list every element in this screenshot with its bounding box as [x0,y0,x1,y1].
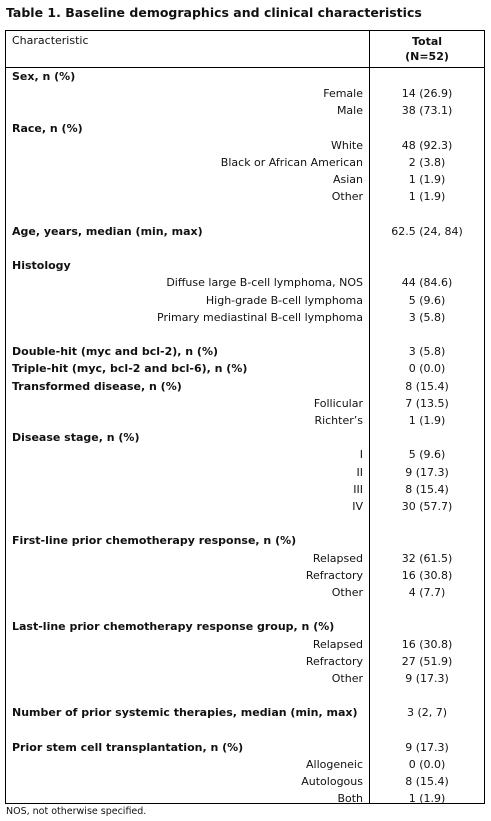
row-label: Histology [12,259,71,273]
row-label: Last-line prior chemotherapy response group, n (%) [12,620,335,634]
row-label: III [353,482,363,496]
category-row [6,121,484,138]
row-label: Other [331,672,363,685]
row-value: 8 (15.4) [405,775,449,789]
spacer-row [6,207,484,224]
row-value: 3 (5.8) [408,310,446,324]
row-label: Race, n (%) [12,121,83,135]
row-value: 1 (1.9) [408,792,446,806]
header-total-n: (N=52) [405,50,449,63]
row-value: 5 (9.6) [408,293,446,307]
row-label: Transformed disease, n (%) [12,379,182,393]
demographics-table [5,30,485,804]
row-value: 1 (1.9) [408,414,446,427]
row-label: I [359,448,363,462]
row-label: Primary mediastinal B-cell lymphoma [157,310,363,324]
row-label: White [331,138,363,152]
row-value: 8 (15.4) [405,482,449,496]
row-value: 8 (15.4) [405,379,449,393]
subcategory-row [6,293,484,310]
subcategory-row [6,189,484,206]
category-row [6,258,484,275]
category-row [6,69,484,86]
row-value: 62.5 (24, 84) [391,224,463,238]
table-title: Table 1. Baseline demographics and clinical characteristics [6,5,422,20]
subcategory-row [6,654,484,671]
row-value: 1 (1.9) [408,173,446,187]
subcategory-row [6,551,484,568]
subcategory-row [6,275,484,292]
row-label: Age, years, median (min, max) [12,224,203,238]
row-label: Male [336,104,363,118]
subcategory-row [6,155,484,172]
row-value: 32 (61.5) [401,551,453,565]
spacer-row [6,516,484,533]
category-row [6,344,484,361]
footnote: NOS, not otherwise specified. [6,806,147,817]
row-label: Number of prior systemic therapies, median (min, max) [12,706,358,720]
row-value: 9 (17.3) [405,740,449,754]
category-row [6,740,484,757]
category-row [6,705,484,722]
row-value: 38 (73.1) [401,104,453,118]
subcategory-row [6,774,484,791]
subcategory-row [6,499,484,516]
spacer-row [6,241,484,258]
row-value: 0 (0.0) [408,758,446,771]
spacer-row [6,688,484,705]
row-label: Asian [332,173,363,187]
row-label: Sex, n (%) [12,70,76,83]
row-label: Relapsed [312,637,363,651]
subcategory-row [6,103,484,120]
row-label: First-line prior chemotherapy response, n (%) [12,534,297,548]
row-label: Refractory [305,654,363,668]
row-label: IV [352,500,363,513]
subcategory-row [6,585,484,602]
category-row [6,361,484,378]
row-value: 9 (17.3) [405,672,449,685]
row-value: 14 (26.9) [401,87,453,101]
row-label: Black or African American [220,156,363,169]
subcategory-row [6,396,484,413]
row-value: 2 (3.8) [408,156,446,169]
header-divider [6,67,484,68]
subcategory-row [6,465,484,482]
subcategory-row [6,310,484,327]
row-label: Prior stem cell transplantation, n (%) [12,740,244,754]
row-label: Other [331,586,363,599]
category-row [6,533,484,550]
row-label: Allogeneic [306,758,363,771]
subcategory-row [6,568,484,585]
row-label: Follicular [313,396,363,410]
row-label: High-grade B-cell lymphoma [205,293,363,307]
spacer-row [6,723,484,740]
row-label: Refractory [305,568,363,582]
subcategory-row [6,138,484,155]
category-row [6,430,484,447]
row-label: Triple-hit (myc, bcl-2 and bcl-6), n (%) [12,362,248,376]
row-label: Disease stage, n (%) [12,431,140,445]
row-value: 4 (7.7) [408,586,446,599]
subcategory-row [6,447,484,464]
row-label: Diffuse large B-cell lymphoma, NOS [166,276,363,290]
subcategory-row [6,482,484,499]
row-label: Both [337,792,363,806]
subcategory-row [6,671,484,688]
category-row [6,224,484,241]
row-label: II [356,465,363,479]
subcategory-row [6,413,484,430]
row-value: 7 (13.5) [405,396,449,410]
header-total [370,34,484,64]
row-value: 1 (1.9) [408,190,446,204]
row-value: 5 (9.6) [408,448,446,462]
row-value: 27 (51.9) [401,654,453,668]
subcategory-row [6,637,484,654]
spacer-row [6,602,484,619]
row-value: 0 (0.0) [408,362,446,376]
spacer-row [6,327,484,344]
category-row [6,379,484,396]
header-total-label: Total [411,35,443,48]
row-label: Richter’s [314,414,363,427]
subcategory-row [6,86,484,103]
row-value: 44 (84.6) [401,276,453,290]
row-label: Relapsed [312,551,363,565]
row-value: 30 (57.7) [401,500,453,513]
row-value: 9 (17.3) [405,465,449,479]
row-value: 48 (92.3) [401,138,453,152]
row-value: 3 (2, 7) [406,706,448,720]
row-label: Double-hit (myc and bcl-2), n (%) [12,345,219,359]
row-label: Female [323,87,363,101]
subcategory-row [6,757,484,774]
row-value: 16 (30.8) [401,637,453,651]
row-label: Autologous [301,775,363,789]
category-row [6,619,484,636]
subcategory-row [6,172,484,189]
row-label: Other [331,190,363,204]
header-characteristic: Characteristic [12,34,89,47]
row-value: 16 (30.8) [401,568,453,582]
row-value: 3 (5.8) [408,345,446,359]
